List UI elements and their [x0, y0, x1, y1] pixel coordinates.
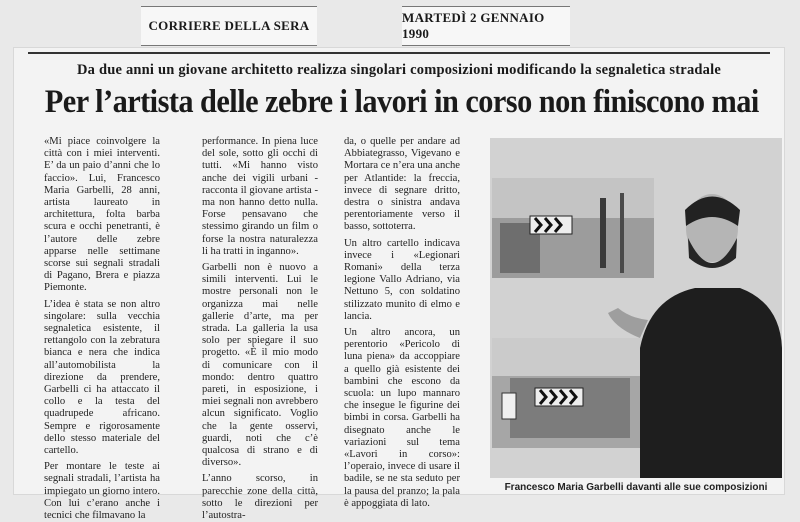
paragraph: Garbelli non è nuovo a simili interventi. Lui le mostre personali non le organizza mai nelle gallerie d’arte, ma per strada. La galleria la usa solo per spiegare il suo progetto. «È il mio modo di comunicare con il mondo: dentro quattro pareti, in esposizione, i miei segnali non avrebbero alcun significato. Voglio che la gente osservi, guardi, noti che c’è qualcosa di strano e di diverso». [202, 262, 318, 469]
article-column-1 [44, 136, 160, 522]
newspaper-label [141, 6, 317, 46]
paragraph: Per montare le teste ai segnali stradali, l’artista ha impiegato un giorno intero. Con lui c’erano anche i tecnici che filmavano la [44, 461, 160, 522]
article-column-3 [344, 136, 460, 509]
publication-date: MARTEDÌ 2 GENNAIO 1990 [402, 10, 545, 41]
article-photo [490, 138, 782, 478]
paragraph: Un altro cartello indicava invece i «Legionari Romani» della terza legione Vallo Adriano, via Nettuno 5, con soldatino stilizzato munito di elmo e lancia. [344, 237, 460, 322]
article-column-2 [202, 136, 318, 522]
photo-illustration [490, 138, 782, 478]
top-rule [28, 52, 770, 54]
paragraph: da, o quelle per andare ad Abbiategrasso, Vigevano e Mortara ce n’era una anche per Atlantide: la freccia, invece di segnare dritto, destra o sinistra andava perentoriamente verso il basso, sottoterra. [344, 136, 460, 233]
person-figure [640, 288, 782, 478]
article-headline: Per l’artista delle zebre i lavori in corso non finiscono mai [44, 84, 759, 120]
paragraph: «Mi piace coinvolgere la città con i miei interventi. E’ da un paio d’anni che lo faccio». Lui, Francesco Maria Garbelli, 28 anni, artista laureato in architettura, folta barba scura e occhi penetranti, è l’autore delle zebre apparse nelle settimane scorse sui segnali stradali di Pagano, Brera e piazza Piemonte. [44, 136, 160, 294]
photo-caption: Francesco Maria Garbelli davanti alle sue composizioni [504, 482, 768, 493]
newspaper-name: CORRIERE DELLA SERA [148, 18, 310, 33]
paragraph: Un altro ancora, un perentorio «Pericolo di luna piena» da accoppiare a quello già esistente dei bambini che escono da scuola: un lupo mannaro che insegue le figurine dei bimbi in corsa. Garbelli ha disegnato anche le variazioni sul tema «Lavori in corso»: l’operaio, invece di usare il badile, se ne sta seduto per la pausa del pranzo; la pala è appoggiata di lato. [344, 327, 460, 509]
paragraph: L’idea è stata se non altro singolare: sulla vecchia segnaletica esistente, il rettangolo con la zebratura bianca e nera che indica all’automobilista la direzione da prendere, Garbelli ci ha attaccato il collo e la testa del quadrupede africano. Sempre e rigorosamente dello stesso materiale del cartello. [44, 298, 160, 457]
paragraph: L’anno scorso, in parecchie zone della città, sotto le direzioni per l’autostra- [202, 473, 318, 522]
article-kicker: Da due anni un giovane architetto realizza singolari composizioni modificando la segnaletica stradale [77, 62, 721, 78]
newspaper-clipping [14, 48, 784, 522]
date-label [402, 6, 570, 46]
paragraph: performance. In piena luce del sole, sotto gli occhi di tutti. «Mi hanno visto anche dei vigili urbani - racconta il giovane artista - ma non hanno detto nulla. Forse pensavano che stessimo girando un film o forse la nostra naturalezza li ha tratti in inganno». [202, 136, 318, 257]
